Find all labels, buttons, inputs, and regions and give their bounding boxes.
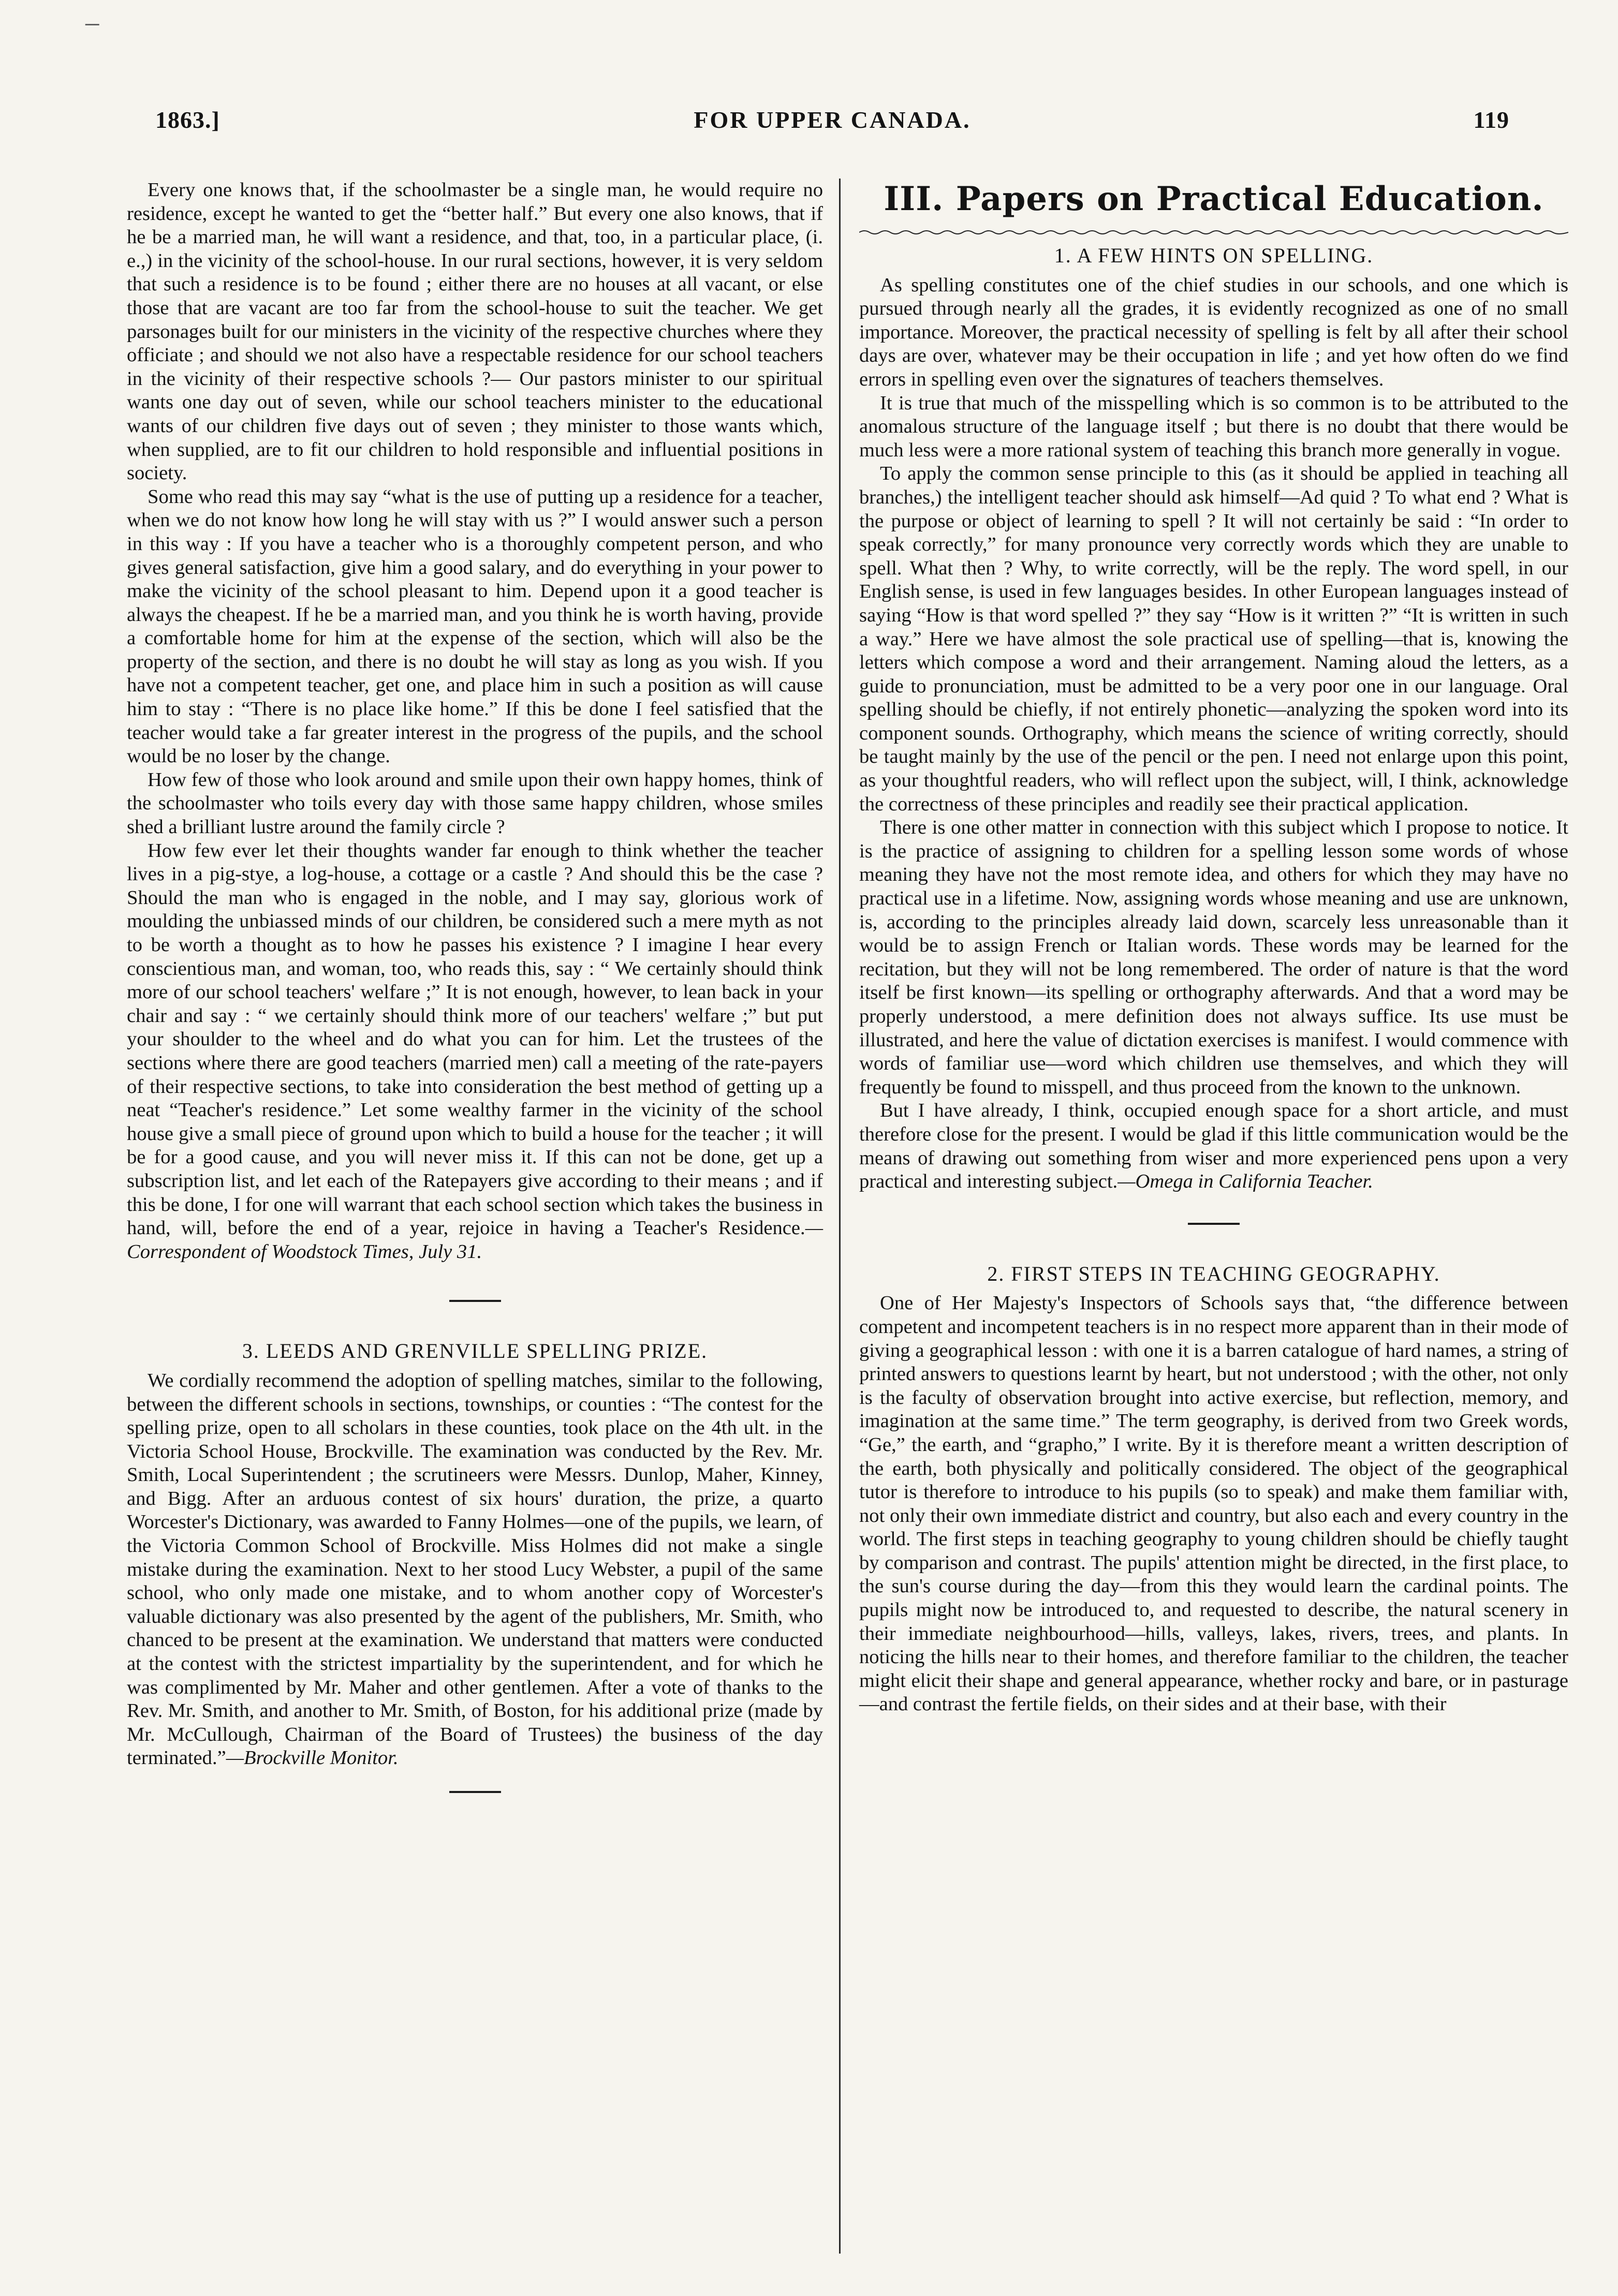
header-year: 1863.] (155, 107, 220, 133)
section-2-title: 2. FIRST STEPS IN TEACHING GEOGRAPHY. (987, 1262, 1440, 1285)
s1-paragraph-4: There is one other matter in connection with this subject which I propose to notice. It is the practice of assigning to children for a spelling lesson some words of whose meaning they have not the most remote idea, and others for which they may have no practical use in a lifetime. Now, assigning words whose meaning and use are unknown, is, according to the principles already laid down, scarcely less unreasonable than it would be to assign French or Italian words. These words may be learned for the recitation, but they will not be long remembered. The order of nature is that the word itself be first known—its spelling or orthography afterwards. And that a word may be properly understood, a mere definition does not always suffice. Its use must be illustrated, and here the value of dictation exercises is manifest. I would commence with words of familiar use—word which children use themselves, and which they will frequently be found to misspell, and thus proceed from the known to the unknown. (859, 817, 1568, 1098)
corner-mark: ـــ (85, 12, 99, 29)
ornamental-rule (859, 229, 1568, 235)
part-title: III. Papers on Practical Education. (884, 180, 1544, 218)
right-column (859, 179, 1568, 1716)
omega-source: —Omega in California Teacher. (1117, 1171, 1373, 1193)
brockville-source: —Brockville Monitor. (226, 1747, 399, 1769)
s2-paragraph-1: One of Her Majesty's Inspectors of Schools says that, “the difference between competent and incompetent teachers is in no respect more apparent than in their mode of giving a geographical lesson : with one it is a barren catalogue of hard names, a string of printed answers to questions learnt by heart, but not understood ; with the other, not only is the faculty of observation brought into active exercise, but reflection, memory, and imagination at the same time.” The term geography, is derived from two Greek words, “Ge,” the earth, and “grapho,” I write. By it is therefore meant a written description of the earth, both physically and politically considered. The object of the geographical tutor is therefore to introduce to his pupils (so to speak) and make them familiar with, not only their own immediate district and country, but also each and every country in the world. The first steps in teaching geography to young children should be chiefly taught by comparison and contrast. The pupils' attention might be directed, in the first place, to the sun's course during the day—from this they would learn the cardinal points. The pupils might now be introduced to, and requested to describe, the natural scenery in their immediate neighbourhood—hills, valleys, lakes, rivers, trees, and plants. In noticing the hills near to their homes, and therefore familiar to the children, the teacher might elicit their shape and general appearance, whether rocky and bare, or in pasturage—and contrast the fertile fields, on their sides and at their base, with their (859, 1292, 1568, 1715)
end-rule (449, 1791, 501, 1793)
s1-paragraph-1: As spelling constitutes one of the chief studies in our schools, and one which is pursued through nearly all the grades, it is evidently recognized as one of no small importance. Moreover, the practical necessity of spelling is felt by all after their school days are over, whatever may be their occupation in life ; and yet how often do we find errors in spelling even over the signatures of teachers themselves. (859, 274, 1568, 390)
s1-paragraph-3: To apply the common sense principle to this (as it should be applied in teaching all branches,) the intelligent teacher should ask himself—Ad quid ? To what end ? What is the purpose or object of learning to spell ? It will not certainly be said : “In order to speak correctly,” for many pronounce very correctly words which they are unable to spell. What then ? Why, to write correctly, will be the reply. The word spell, in our English sense, is used in few languages besides. In other European languages instead of saying “How is that word spelled ?” they say “How is it written ?” “It is written in such a way.” Here we have almost the sole practical use of spelling—that is, knowing the letters which compose a word and their arrangement. Naming aloud the letters, as a guide to pronunciation, must be admitted to be a very poor one in our language. Oral spelling should be chiefly, if not entirely phonetic—analyzing the spoken word into its component sounds. Orthography, which means the science of writing correctly, should be taught mainly by the use of the pencil or the pen. I need not enlarge upon this point, as your thoughtful readers, who will reflect upon the subject, will, I think, acknowledge the correctness of these principles and readily see their practical application. (859, 463, 1568, 815)
left-paragraph-3: How few of those who look around and smile upon their own happy homes, think of the schoolmaster who toils every day with those same happy children, whose smiles shed a brilliant lustre around the family circle ? (127, 768, 823, 838)
left-column (127, 179, 823, 1793)
left-paragraph-2: Some who read this may say “what is the use of putting up a residence for a teacher, when we do not know how long he will stay with us ?” I would answer such a person in this way : If you have a teacher who is a thoroughly competent person, and who gives general satisfaction, give him a good salary, and do everything in your power to make the vicinity of the school pleasant to him. Depend upon it a good teacher is always the cheapest. If he be a married man, and you think he is worth having, provide a comfortable home for him at the expense of the section, which will also be the property of the section, and there is no doubt he will stay as long as you wish. If you have not a competent teacher, get one, and place him in such a position as will cause him to stay : “There is no place like home.” If this be done I feel satisfied that the teacher would take a far greater interest in the progress of the pupils, and the school would be no loser by the change. (127, 485, 823, 767)
left-paragraph-4-text: How few ever let their thoughts wander far enough to think whether the teacher lives in a pig-stye, a log-house, a cottage or a castle ? And should this be the case ? Should the man who is engaged in the noble, and I may say, glorious work of moulding the unbiassed minds of our children, be considered such a mere myth as not to be worth a thought as to how he passes his existence ? I imagine I hear every conscientious man, and woman, too, who reads this, say : “ We certainly should think more of our school teachers' welfare ;” It is not enough, however, to lean back in your chair and say : “ we certainly should think more of our teachers' welfare ;” but put your shoulder to the wheel and do what you can for him. Let the trustees of the sections where there are good teachers (married men) call a meeting of the rate-payers of their respective sections, to take into consideration the best method of getting up a neat “Teacher's residence.” Let some wealthy farmer in the vicinity of the school house give a small piece of ground upon which to build a house for the teacher ; it will be for a good cause, and you will never miss it. If this can not be done, get up a subscription list, and let each of the Ratepayers give according to their means ; and if this be done, I for one will warrant that each school section which takes the business in hand, will, before the end of a year, rejoice in having a Teacher's Residence. (127, 839, 823, 1239)
s1-paragraph-5-text: But I have already, I think, occupied enough space for a short article, and must therefore close for the present. I would be glad if this little communication would be the means of drawing out something from wiser and more experienced pens upon a very practical and interesting subject. (859, 1100, 1568, 1193)
column-divider (839, 179, 841, 2254)
s1-paragraph-5 (859, 1099, 1568, 1193)
section-1-title: 1. A FEW HINTS ON SPELLING. (1054, 244, 1374, 267)
left-paragraph-1: Every one knows that, if the schoolmaster be a single man, he would require no residence, except he wanted to get the “better half.” But every one also knows, that if he be a married man, he will want a residence, and that, too, in a particular place, (i. e.,) in the vicinity of the school-house. In our rural sections, however, it is very seldom that such a residence is to be found ; either there are no houses at all vacant, or else those that are vacant are too far from the school-house to suit the teacher. We get parsonages built for our ministers in the vicinity of the respective churches where they officiate ; and should we not also have a respectable residence for our school teachers in the vicinity of their respective schools ?— Our pastors minister to our spiritual wants one day out of seven, while our school teachers minister to the educational wants of our children five days out of seven ; they minister to those wants which, when supplied, are to fit our children to hold responsible and influential positions in society. (127, 179, 823, 484)
section-3-title: 3. LEEDS AND GRENVILLE SPELLING PRIZE. (242, 1339, 708, 1363)
section-3-text: We cordially recommend the adoption of spelling matches, similar to the following, between the different schools in sections, townships, or counties : “The contest for the spelling prize, open to all scholars in these counties, took place on the 4th ult. in the Victoria School House, Brockville. The examination was conducted by the Rev. Mr. Smith, Local Superintendent ; the scrutineers were Messrs. Dunlop, Maher, Kinney, and Bigg. After an arduous contest of six hours' duration, the prize, a quarto Worcester's Dictionary, was awarded to Fanny Holmes—one of the pupils, we learn, of the Victoria Common School of Brockville. Miss Holmes did not make a single mistake during the examination. Next to her stood Lucy Webster, a pupil of the same school, who only made one mistake, and to whom another copy of Worcester's valuable dictionary was also presented by the agent of the publishers, Mr. Smith, who chanced to be present at the examination. We understand that matters were conducted at the contest with the strictest impartiality by the superintendent, and for which he was complimented by Mr. Maher and other gentlemen. After a vote of thanks to the Rev. Mr. Smith, and another to Mr. Smith, of Boston, for his additional prize (made by Mr. McCullough, Chairman of the Board of Trustees) the business of the day terminated.” (127, 1369, 823, 1769)
section-3-paragraph (127, 1369, 823, 1770)
woodstock-source: —Correspondent of Woodstock Times, July 31. (127, 1217, 823, 1263)
left-paragraph-4 (127, 839, 823, 1264)
page-number: 119 (1473, 107, 1509, 133)
header-title: FOR UPPER CANADA. (694, 107, 971, 133)
running-header (155, 106, 1509, 142)
s1-paragraph-2: It is true that much of the misspelling which is so common is to be attributed to the anomalous structure of the language itself ; but there is no doubt that there would be much less were a more rational system of teaching this branch more generally in vogue. (859, 392, 1568, 461)
